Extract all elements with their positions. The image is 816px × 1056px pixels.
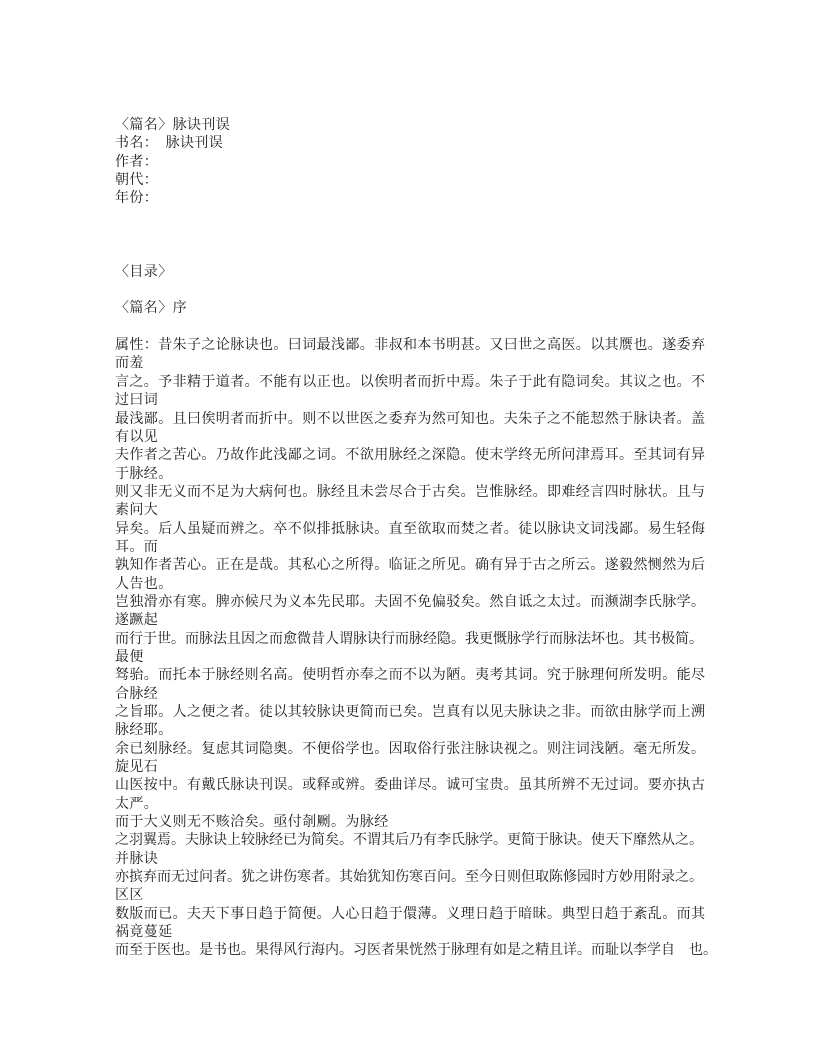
section-title-tag: 〈篇名〉序 <box>115 301 187 317</box>
preface-line: 余已刻脉经。复虑其词隐奥。不便俗学也。因取俗行张注脉诀视之。则注词浅陋。毫无所发。 <box>115 741 706 757</box>
preface-line: 最浅鄙。且曰俟明者而折中。则不以世医之委弃为然可知也。夫朱子之不能恝然于脉诀者。盖 <box>115 411 706 427</box>
preface-line: 太严。 <box>115 796 159 812</box>
preface-line: 有以见 <box>115 429 159 445</box>
preface-line: 于脉经。 <box>115 466 173 482</box>
preface-line: 夫作者之苦心。乃故作此浅鄙之词。不欲用脉经之深隐。使末学终无所问津焉耳。至其词有异 <box>115 448 706 464</box>
preface-body <box>115 337 720 961</box>
blank-line <box>115 282 720 300</box>
preface-line: 合脉经 <box>115 686 159 702</box>
article-title-tag: 〈篇名〉脉诀刊误 <box>115 118 231 133</box>
preface-line: 属性：昔朱子之论脉诀也。曰词最浅鄙。非叔和本书明甚。又曰世之高医。以其赝也。遂委弃 <box>115 338 706 354</box>
preface-line: 人告也。 <box>115 576 173 592</box>
preface-line: 岂独滑亦有寒。脾亦候尺为义本先民耶。夫固不免偏驳矣。然自诋之太过。而濒湖李氏脉学。 <box>115 594 706 610</box>
preface-line: 异矣。后人虽疑而辨之。卒不似排抵脉诀。直至欲取而焚之者。徒以脉诀文词浅鄙。易生轻侮 <box>115 521 706 537</box>
preface-line: 而至于医也。是书也。果得风行海内。习医者果恍然于脉理有如是之精且详。而耻以李学自 也。 <box>115 943 717 959</box>
preface-line: 脉经耶。 <box>115 723 173 739</box>
preface-line: 并脉诀 <box>115 851 159 867</box>
preface-line: 最便 <box>115 649 144 665</box>
preface-line: 过曰词 <box>115 393 159 409</box>
preface-line: 旋见石 <box>115 760 159 776</box>
preface-line: 孰知作者苦心。正在是哉。其私心之所得。临证之所见。确有异于古之所云。遂毅然恻然为后 <box>115 558 706 574</box>
preface-line: 祸竟蔓延 <box>115 925 173 941</box>
preface-line: 之旨耶。人之便之者。徒以其较脉诀更简而已矣。岂真有以见夫脉诀之非。而欲由脉学而上溯 <box>115 705 706 721</box>
author-line: 作者： <box>115 154 159 170</box>
preface-line: 言之。予非精于道者。不能有以正也。以俟明者而折中焉。朱子于此有隐词矣。其议之也。不 <box>115 374 706 390</box>
preface-line: 素问大 <box>115 503 159 519</box>
preface-line: 区区 <box>115 888 144 904</box>
dynasty-line: 朝代： <box>115 173 159 189</box>
preface-line: 之羽翼焉。夫脉诀上较脉经已为简矣。不谓其后乃有李氏脉学。更简于脉诀。使天下靡然从之。 <box>115 833 703 849</box>
preface-line: 亦摈弃而无过问者。犹之讲伤寒者。其始犹知伤寒百问。至今日则但取陈修园时方妙用附录之。 <box>115 870 703 886</box>
preface-line: 遂蹶起 <box>115 613 159 629</box>
preface-line: 山医按中。有戴氏脉诀刊误。或释或辨。委曲详尽。诚可宝贵。虽其所辨不无过词。要亦执古 <box>115 778 706 794</box>
book-name-line: 书名： 脉诀刊误 <box>115 136 224 152</box>
blank-line <box>115 319 720 337</box>
blank-lines <box>115 209 720 264</box>
preface-line: 驽骀。而托本于脉经则名高。使明哲亦奉之而不以为陋。夷考其词。究于脉理何所发明。能尽 <box>115 668 706 684</box>
preface-line: 而行于世。而脉法且因之而愈微昔人谓脉诀行而脉经隐。我更慨脉学行而脉法坏也。其书极简。 <box>115 631 703 647</box>
preface-line: 而于大义则无不赅洽矣。亟付剞劂。为脉经 <box>115 815 389 831</box>
year-line: 年份： <box>115 191 159 207</box>
preface-line: 耳。而 <box>115 539 159 555</box>
preface-line: 而羞 <box>115 356 144 372</box>
preface-line: 数版而已。夫天下事日趋于简便。人心日趋于儇薄。义理日趋于暗昧。典型日趋于紊乱。而其 <box>115 906 706 922</box>
preface-line: 则又非无义而不足为大病何也。脉经且未尝尽合于古矣。岂惟脉经。即难经言四时脉状。且与 <box>115 484 706 500</box>
toc-tag: 〈目录〉 <box>115 264 173 280</box>
